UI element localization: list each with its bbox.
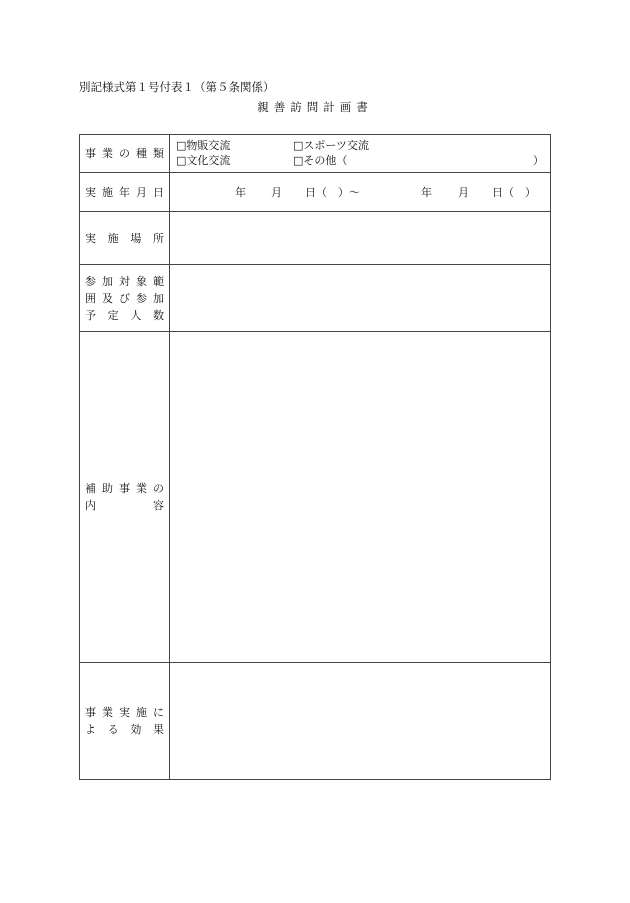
place-label-cell — [80, 212, 170, 265]
checkbox-other[interactable] — [293, 154, 544, 168]
row-participants — [80, 265, 551, 332]
row-content — [80, 332, 551, 663]
participants-label-line1: 参加対象範 — [85, 274, 164, 288]
plan-form-table — [79, 134, 551, 780]
effect-label-cell — [80, 663, 170, 780]
content-label-line2: 内容 — [85, 499, 164, 512]
place-label: 実施場所 — [85, 231, 164, 245]
start-day-unit: 日（ ）～ — [305, 186, 360, 199]
document-title: 親善訪問計画書 — [257, 100, 373, 114]
row-dates — [80, 173, 551, 212]
start-month-unit: 月 — [271, 186, 282, 199]
effect-label-line2: よる効果 — [85, 723, 164, 736]
row-effect — [80, 663, 551, 780]
category-label: 事業の種類 — [85, 147, 164, 160]
effect-input-cell[interactable] — [170, 663, 551, 780]
start-year-unit: 年 — [235, 186, 246, 199]
content-label-line1: 補助事業の — [85, 482, 164, 495]
end-year-unit: 年 — [421, 186, 432, 199]
participants-input-cell[interactable] — [170, 265, 551, 332]
dates-label: 実施年月日 — [85, 185, 164, 199]
dates-label-cell — [80, 173, 170, 212]
effect-label-line1: 事業実施に — [85, 706, 164, 719]
checkbox-goods-exchange[interactable]: □物販交流 — [176, 139, 231, 152]
form-header-note: 別記様式第１号付表１（第５条関係） — [79, 80, 275, 94]
row-category — [80, 135, 551, 173]
content-input-cell[interactable] — [170, 332, 551, 663]
checkbox-sports-exchange[interactable]: □スポーツ交流 — [293, 139, 369, 152]
checkbox-cultural-exchange[interactable]: □文化交流 — [176, 154, 231, 167]
row-place — [80, 212, 551, 265]
end-month-unit: 月 — [458, 186, 469, 199]
participants-label-line2: 囲及び参加 — [85, 291, 164, 305]
place-input-cell[interactable] — [170, 212, 551, 265]
other-close-paren: ） — [533, 154, 544, 167]
participants-label-cell — [80, 265, 170, 332]
end-day-unit: 日（ ） — [492, 186, 536, 199]
dates-input-cell[interactable] — [170, 173, 551, 212]
category-options-cell — [170, 135, 551, 173]
participants-label-line3: 予定人数 — [85, 308, 164, 322]
content-label-cell — [80, 332, 170, 663]
category-label-cell — [80, 135, 170, 173]
checkbox-other-label: □その他（ — [293, 154, 348, 167]
